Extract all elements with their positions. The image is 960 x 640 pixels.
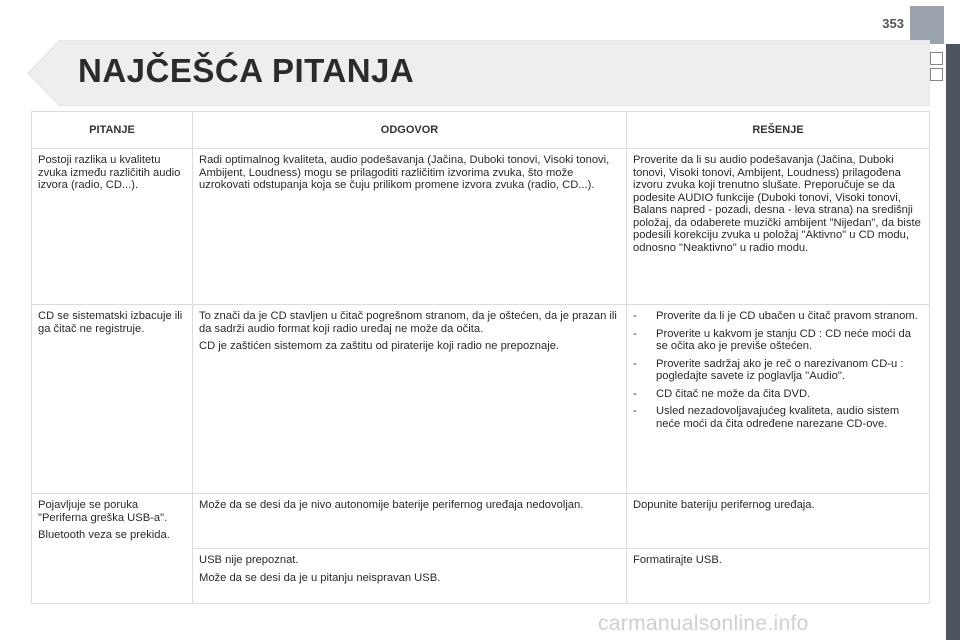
- table-row: [32, 305, 930, 494]
- answer-text: Može da se desi da je u pitanju neispravan USB.: [199, 571, 441, 584]
- table-header-row: [32, 112, 930, 149]
- column-header-answer: ODGOVOR: [193, 112, 627, 149]
- question-cell: [32, 494, 193, 604]
- checkbox-icon: [930, 68, 943, 81]
- solution-text: Proverite da li su audio podešavanja (Jačina, Duboki tonovi, Visoki tonovi, Ambijent, Loudness) prilagođena izvoru zvuka koji trenutno slušate. Preporučuje se da podesite AUDIO funkcije (Duboki tonovi, Visoki tonovi, Balans napred - pozadi, desna - leva strana) na središnji položaj, da odaberete muzički ambijent "Nijedan", da biste podesili korekciju zvuka u položaj "Aktivno" u CD modu, odnosno "Neaktivno" u radio modu.: [633, 154, 921, 254]
- answer-cell: [193, 549, 627, 604]
- list-item: - Usled nezadovoljavajućeg kvaliteta, audio sistem neće moći da čita određene narezane CD-ove.: [633, 405, 923, 430]
- answer-cell: [193, 305, 627, 494]
- column-header-question: PITANJE: [32, 112, 193, 149]
- answer-text: Može da se desi da je nivo autonomije baterije perifernog uređaja nedovoljan.: [199, 499, 584, 511]
- solution-cell: [627, 549, 930, 604]
- list-item: - Proverite sadržaj ako je reč o narezivanom CD-u : pogledajte savete iz poglavlja "Audio".: [633, 358, 923, 383]
- table-row: [32, 149, 930, 305]
- question-text: CD se sistematski izbacuje ili ga čitač ne registruje.: [38, 310, 183, 335]
- solution-list: [633, 310, 923, 430]
- table-row: [32, 494, 930, 549]
- solution-text: Dopunite bateriju perifernog uređaja.: [633, 499, 815, 511]
- question-cell: [32, 305, 193, 494]
- answer-text: CD je zaštićen sistemom za zaštitu od piraterije koji radio ne prepoznaje.: [199, 340, 560, 352]
- solution-cell: [627, 149, 930, 305]
- question-text: Bluetooth veza se prekida.: [38, 529, 170, 541]
- answer-text: To znači da je CD stavljen u čitač pogrešnom stranom, da je oštećen, da je prazan ili da sadrži audio format koji radio uređaj ne može da očita.: [199, 310, 617, 335]
- answer-cell: [193, 149, 627, 305]
- watermark: carmanualsonline.info: [598, 612, 809, 635]
- faq-table: [31, 111, 930, 604]
- question-cell: [32, 149, 193, 305]
- list-item: - Proverite da li je CD ubačen u čitač pravom stranom.: [633, 310, 923, 323]
- page-title: NAJČEŠĆA PITANJA: [78, 52, 415, 89]
- list-item: - Proverite u kakvom je stanju CD : CD neće moći da se očita ako je previše oštećen.: [633, 328, 923, 353]
- page-number: 353: [882, 16, 904, 31]
- answer-cell: [193, 494, 627, 549]
- question-text: Pojavljuje se poruka "Periferna greška USB-a".: [38, 499, 168, 524]
- list-item: - CD čitač ne može da čita DVD.: [633, 388, 923, 401]
- column-header-solution: REŠENJE: [627, 112, 930, 149]
- solution-cell: [627, 494, 930, 549]
- side-strip: [946, 44, 960, 640]
- answer-text: USB nije prepoznat.: [199, 554, 299, 566]
- solution-text: Formatirajte USB.: [633, 554, 722, 566]
- solution-cell: [627, 305, 930, 494]
- checkbox-icon: [930, 52, 943, 65]
- answer-text: Radi optimalnog kvaliteta, audio podešavanja (Jačina, Duboki tonovi, Visoki tonovi, Ambijent, Loudness) mogu se prilagoditi različitim izvorima zvuka, što može uzrokovati odstupanja koja se čuju prilikom promene izvora zvuka (radio, CD...).: [199, 154, 610, 191]
- question-text: Postoji razlika u kvalitetu zvuka između različitih audio izvora (radio, CD...).: [38, 154, 181, 191]
- corner-tab: [910, 6, 944, 44]
